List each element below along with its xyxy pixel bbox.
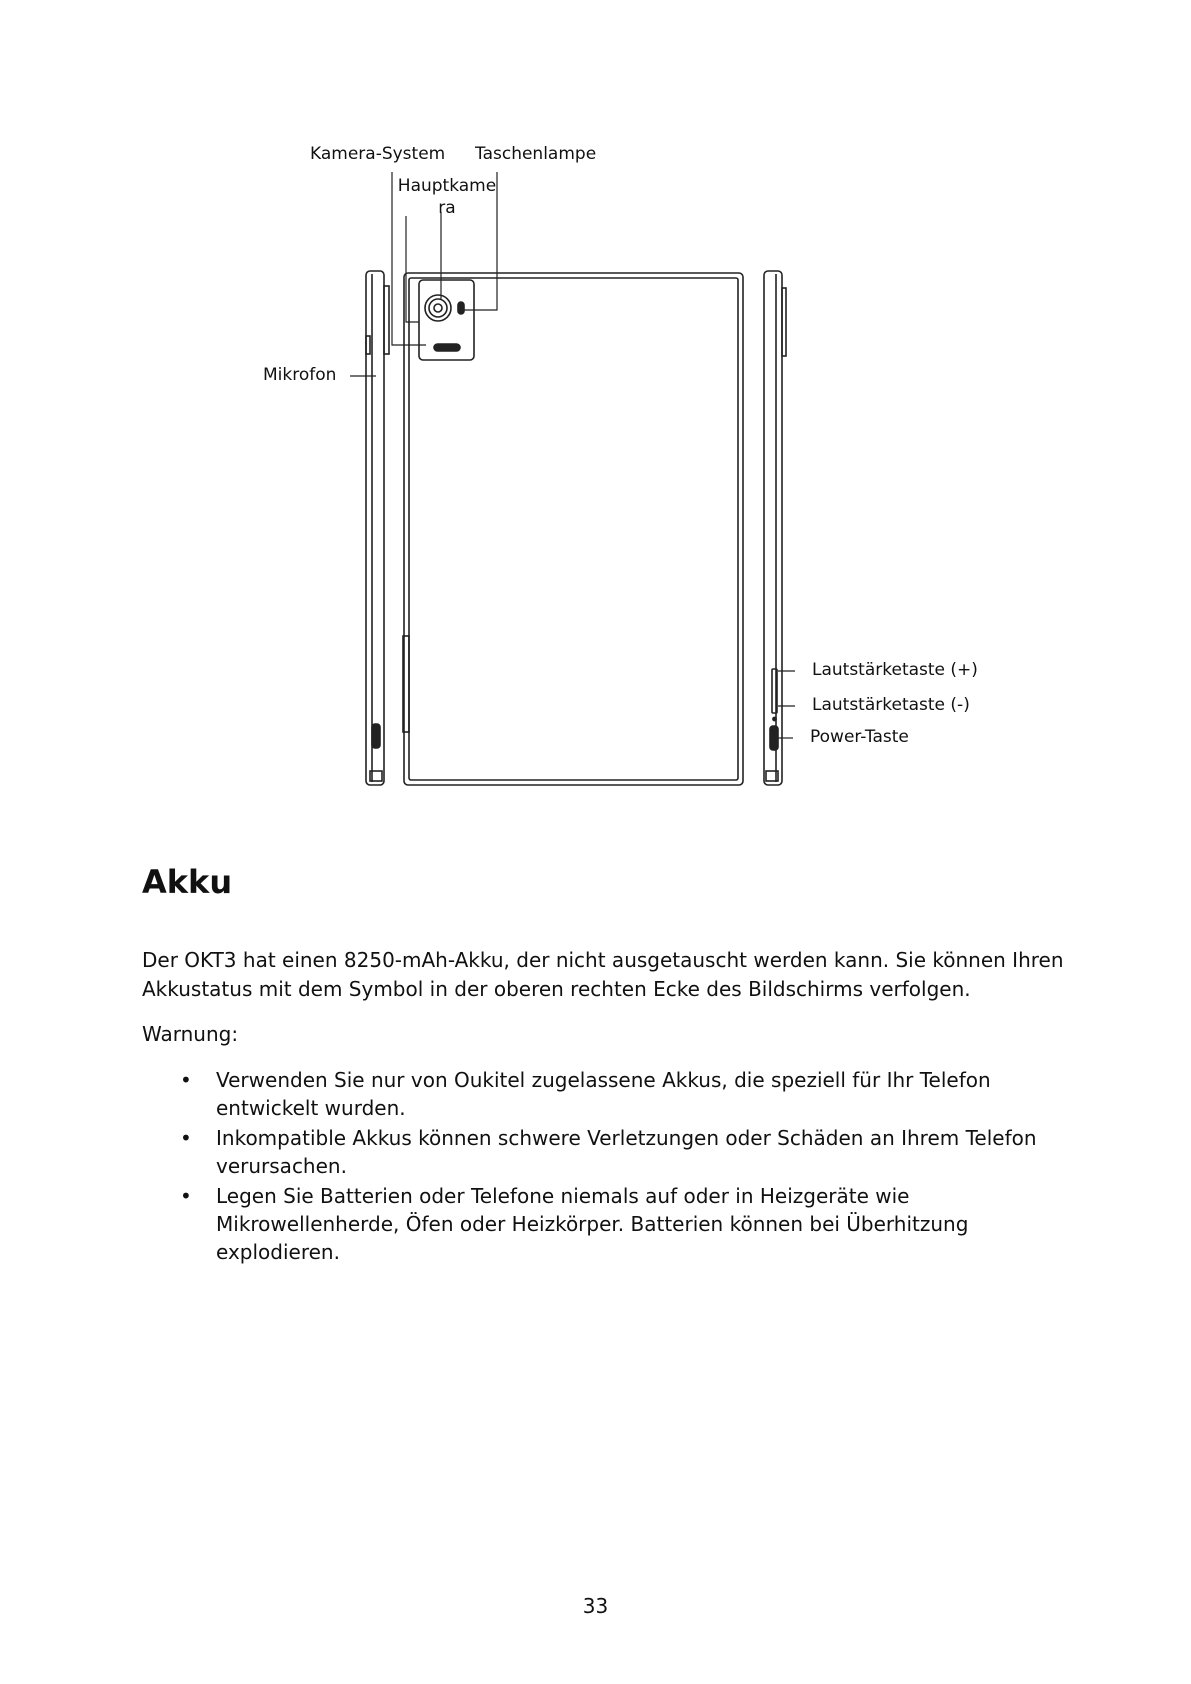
warning-label: Warnung:: [142, 1022, 239, 1046]
page-number: 33: [582, 1594, 609, 1618]
left-side-view: [366, 271, 389, 785]
label-main-camera-line2: ra: [438, 198, 456, 218]
leader-lines: [350, 172, 795, 738]
list-item: [142, 1124, 1082, 1180]
power-button-drawing: [770, 726, 778, 750]
list-item-text: Inkompatible Akkus können schwere Verletzungen oder Schäden an Ihrem Telefon verursachen.: [216, 1126, 1037, 1178]
list-item-text: Legen Sie Batterien oder Telefone niemals auf oder in Heizgeräte wie Mikrowellenherde, Öfen oder Heizkörper. Batterien können bei Überhitzung explodieren.: [216, 1184, 969, 1264]
label-flashlight: Taschenlampe: [475, 144, 597, 164]
bullet-icon: •: [180, 1126, 192, 1150]
label-main-camera-line1: Hauptkame: [397, 176, 497, 196]
label-power-button: Power-Taste: [810, 727, 909, 747]
section-title: Akku: [142, 863, 233, 901]
flashlight-led: [458, 302, 464, 314]
right-side-view: [764, 271, 786, 785]
intro-paragraph: Der OKT3 hat einen 8250-mAh-Akku, der nicht ausgetauscht werden kann. Sie können Ihren Akkustatus mit dem Symbol in der oberen rechten Ecke des Bildschirms verfolgen.: [142, 948, 1064, 1001]
warning-list: [142, 1066, 1082, 1268]
tablet-back-view: [403, 273, 743, 785]
device-diagram: [0, 0, 1191, 820]
label-volume-up: Lautstärketaste (+): [812, 660, 978, 680]
bullet-icon: •: [180, 1068, 192, 1092]
label-main-camera: [392, 175, 502, 219]
volume-button-drawing: [772, 669, 777, 713]
bullet-icon: •: [180, 1184, 192, 1208]
tablet-line-drawing: [0, 0, 1191, 820]
list-item-text: Verwenden Sie nur von Oukitel zugelassene Akkus, die speziell für Ihr Telefon entwickelt wurden.: [216, 1068, 991, 1120]
label-volume-down: Lautstärketaste (-): [812, 695, 970, 715]
list-item: [142, 1182, 1082, 1266]
label-camera-system: Kamera-System: [310, 144, 446, 164]
label-microphone: Mikrofon: [263, 365, 337, 385]
list-item: [142, 1066, 1082, 1122]
